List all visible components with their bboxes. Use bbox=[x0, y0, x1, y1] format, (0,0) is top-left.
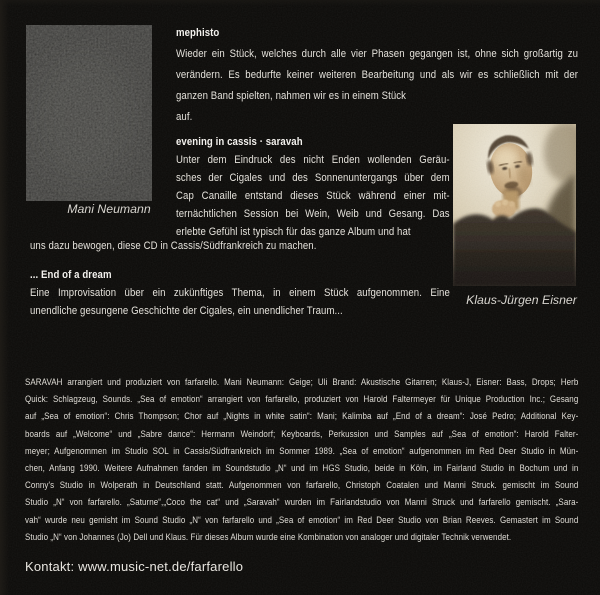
section-end-of-a-dream bbox=[30, 266, 450, 320]
credit-line: vah“ wurde neu gemisht im Sound Studio „N“ von farfarello und „Sea of emotion“ im Red Deer Studio von Brian Reeves. Gemastert im Sound bbox=[25, 513, 579, 525]
mani-neumann-photo bbox=[26, 25, 152, 201]
credit-line: meyer; Aufgenommen im Studio SOL in Cassis/Südfrankreich im Sommer 1989. „Sea of emotion“ aufgenommen im Red Deer Studio in Mün- bbox=[25, 444, 579, 456]
section-heading: ... End of a dream bbox=[30, 269, 112, 281]
text-line: Eine Improvisation über ein zukünftiges Thema, in einem Stück aufgenommen. Eine bbox=[30, 287, 450, 299]
section-evening-in-cassis bbox=[176, 133, 450, 241]
credit-line: Studio „N“ von Johannes (Jo) Dell und Klaus. Für dieses Album wurde eine Kombination von analoger und digitaler Technik verwendet. bbox=[25, 530, 512, 542]
credit-line: Conny's Studio in Wolperath in Deutschland statt. Aufgenommen von farfarello, Christoph Coatalen und Manni Struck. gemischt im Sound bbox=[25, 479, 579, 491]
credits-paragraph bbox=[25, 373, 578, 545]
credit-line: Studio „N“ von farfarello. „Saturne“,„Coco the cat“ und „Saravah“ wurden im Fairlandstudio von Manni Struck und farfarello gemischt. „Sara- bbox=[25, 496, 579, 508]
text-line: Wieder ein Stück, welches durch alle vier Phasen gegangen ist, ohne sich großartig zu bbox=[176, 48, 579, 60]
text-line: sches der Cigales und des Sonnenuntergangs über dem bbox=[176, 172, 450, 184]
section-heading: mephisto bbox=[176, 27, 220, 39]
credit-line: auf „Sea of emotion“: Chris Thompson; Chor auf „Nights in white satin“: Mani; Kalimba auf „End of a dream“: José Pedro; Additional Key- bbox=[25, 410, 579, 422]
section-evening-continuation bbox=[30, 237, 574, 255]
credit-line: Quick: Schlagzeug, Sounds. „Sea of emotion“ arrangiert von farfarello, produziert von Harold Faltermeyer für Unique Production Inc.; Gesang bbox=[25, 393, 579, 405]
text-line: uns dazu bewogen, diese CD in Cassis/Südfrankreich zu machen. bbox=[30, 240, 317, 252]
scan-edge-top bbox=[0, 0, 600, 6]
scan-edge-left bbox=[0, 0, 9, 595]
text-line: unendliche gesungene Geschichte der Cigales, ein unendlicher Traum... bbox=[30, 305, 343, 317]
text-line: Cap Canaille entstand dieses Stück während einer mit- bbox=[176, 190, 450, 202]
text-line: ganzen Band spielten, nahmen wir es in einem Stück bbox=[176, 90, 407, 102]
contact-url-text: Kontakt: www.music-net.de/farfarello bbox=[25, 559, 244, 574]
section-heading: evening in cassis · saravah bbox=[176, 136, 303, 148]
section-mephisto bbox=[176, 23, 578, 128]
klaus-juergen-eisner-photo bbox=[453, 124, 576, 286]
text-line: Unter dem Eindruck des nicht Enden wollenden Geräu- bbox=[176, 154, 450, 166]
mani-caption: Mani Neumann bbox=[67, 202, 151, 216]
credit-line: chen, Anfang 1990. Weitere Aufnahmen fanden im Soundstudio „N“ und im HGS Studio, beide in Köln, im Fairland Studio in Bochum und in bbox=[25, 462, 579, 474]
text-line: erlebte Gefühl ist typisch für das ganze Album und hat bbox=[176, 226, 411, 238]
text-line: ternächtlichen Session bei Wein, Weib und Gesang. Das bbox=[176, 208, 450, 220]
klaus-caption: Klaus-Jürgen Eisner bbox=[466, 293, 577, 307]
credit-line: SARAVAH arrangiert und produziert von farfarello. Mani Neumann: Geige; Uli Brand: Akustische Gitarren; Klaus-J, Eisner: Bass, Drops; Herb bbox=[25, 376, 579, 387]
text-line: auf. bbox=[176, 111, 193, 123]
text-line: verändern. Es bedurfte keiner weiteren Bearbeitung und als wir es schließlich mit der bbox=[176, 69, 579, 81]
credit-line: boards auf „Welcome“ und „Sabre dance“: Hermann Weindorf; Keyboards, Perkussion und Samples auf „Sea of emotion“: Harold Falter- bbox=[25, 427, 579, 439]
